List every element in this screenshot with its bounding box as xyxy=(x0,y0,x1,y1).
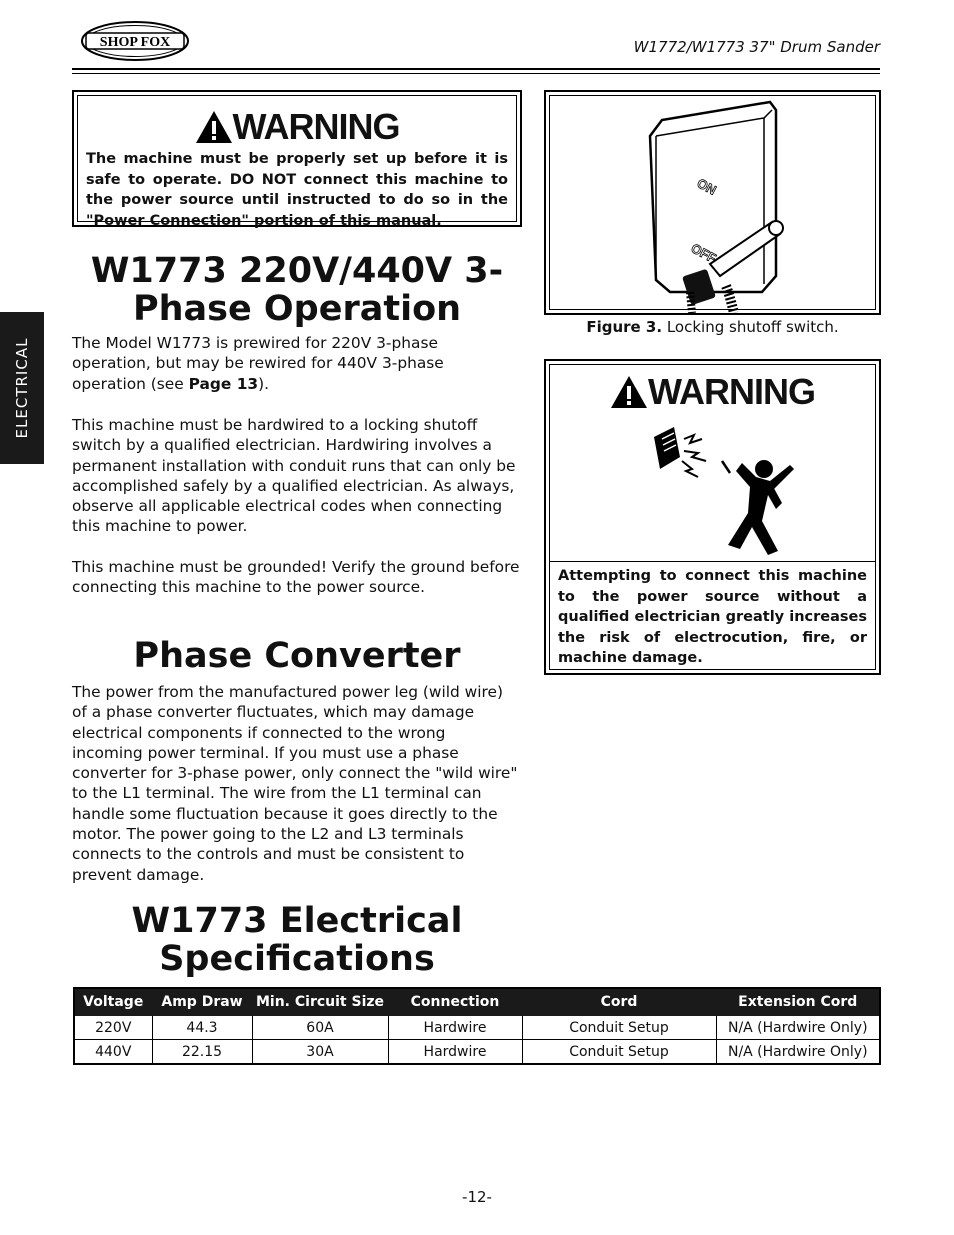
paragraph-prewired: The Model W1773 is prewired for 220V 3-phase operation, but may be rewired for 440V 3-phase operation (see Page 13). xyxy=(72,334,444,393)
table-cell: 30A xyxy=(252,1040,388,1065)
logo-text: SHOP FOX xyxy=(99,35,171,50)
paragraph-grounded: This machine must be grounded! Verify the ground before connecting this machine to the power source. xyxy=(72,558,520,597)
section-specs-title xyxy=(72,902,522,978)
section-phase-converter-title: Phase Converter xyxy=(133,636,461,676)
column-header: Min. Circuit Size xyxy=(252,988,388,1016)
table-cell: 220V xyxy=(74,1016,152,1040)
page-number: -12- xyxy=(462,1188,492,1206)
table-cell: 60A xyxy=(252,1016,388,1040)
table-cell: Conduit Setup xyxy=(522,1016,716,1040)
figure-caption: Figure 3. Locking shutoff switch. xyxy=(586,318,839,336)
table-cell: Hardwire xyxy=(388,1040,522,1065)
warning-box-electrocution xyxy=(544,359,881,675)
table-cell: Conduit Setup xyxy=(522,1040,716,1065)
warning-heading: WARNING xyxy=(232,106,400,147)
table-row xyxy=(74,1016,880,1040)
title-line: W1773 Electrical xyxy=(131,901,463,941)
section-3phase-title xyxy=(72,252,522,328)
paragraph-hardwire: This machine must be hardwired to a locking shutoff switch by a qualified electrician. Hardwiring involves a permanent installation with conduit runs that can only be accomplished safely by a qualified electrician. As always, observe all applicable electrical codes when connecting this machine to power. xyxy=(72,416,516,536)
header-rule-thin xyxy=(72,73,880,74)
table-header-row xyxy=(74,988,880,1016)
side-tab-label: ELECTRICAL xyxy=(13,337,31,439)
warning-heading: WARNING xyxy=(648,371,815,412)
header-rule xyxy=(72,68,880,70)
document-title: W1772/W1773 37" Drum Sander xyxy=(633,38,880,56)
title-line: W1773 220V/440V 3- xyxy=(90,251,504,291)
table-cell: 44.3 xyxy=(152,1016,252,1040)
warning-triangle-icon xyxy=(610,375,648,409)
warning-text: Attempting to connect this machine to the power source without a qualified electrician greatly increases the risk of electrocution, fire, or machine damage. xyxy=(558,568,867,666)
electrical-specifications-table xyxy=(73,987,881,1065)
table-cell: N/A (Hardwire Only) xyxy=(716,1040,880,1065)
warning-text: The machine must be properly set up before it is safe to operate. DO NOT connect this machine to the power source until instructed to do so in the "Power Connection" portion of this manual. xyxy=(86,151,508,229)
table-row xyxy=(74,1040,880,1065)
shop-fox-logo xyxy=(80,20,190,62)
paragraph-phase-converter: The power from the manufactured power leg (wild wire) of a phase converter fluctuates, which may damage electrical components if connected to the wrong incoming power terminal. If you must use a phase converter for 3-phase power, only connect the "wild wire" to the L1 terminal. The wire from the L1 terminal can handle some fluctuation because it goes directly to the motor. The power going to the L2 and L3 terminals connects to the controls and must be consistent to prevent damage. xyxy=(72,683,518,884)
switch-label-on: ON xyxy=(694,175,719,198)
title-line: Phase Operation xyxy=(132,289,462,329)
column-header: Voltage xyxy=(74,988,152,1016)
locking-shutoff-switch-illustration xyxy=(550,96,879,313)
table-cell: 440V xyxy=(74,1040,152,1065)
table-cell: N/A (Hardwire Only) xyxy=(716,1016,880,1040)
warning-box-setup xyxy=(72,90,522,227)
page-reference-link[interactable]: Page 13 xyxy=(188,374,259,393)
column-header: Cord xyxy=(522,988,716,1016)
switch-label-off: OFF xyxy=(688,240,719,266)
column-header: Extension Cord xyxy=(716,988,880,1016)
figure-shutoff-switch xyxy=(544,90,881,315)
electrocution-hazard-icon xyxy=(644,417,824,557)
title-line: Specifications xyxy=(159,939,435,979)
table-cell: 22.15 xyxy=(152,1040,252,1065)
warning-triangle-icon xyxy=(195,110,233,144)
section-side-tab xyxy=(0,312,44,464)
column-header: Amp Draw xyxy=(152,988,252,1016)
column-header: Connection xyxy=(388,988,522,1016)
table-cell: Hardwire xyxy=(388,1016,522,1040)
